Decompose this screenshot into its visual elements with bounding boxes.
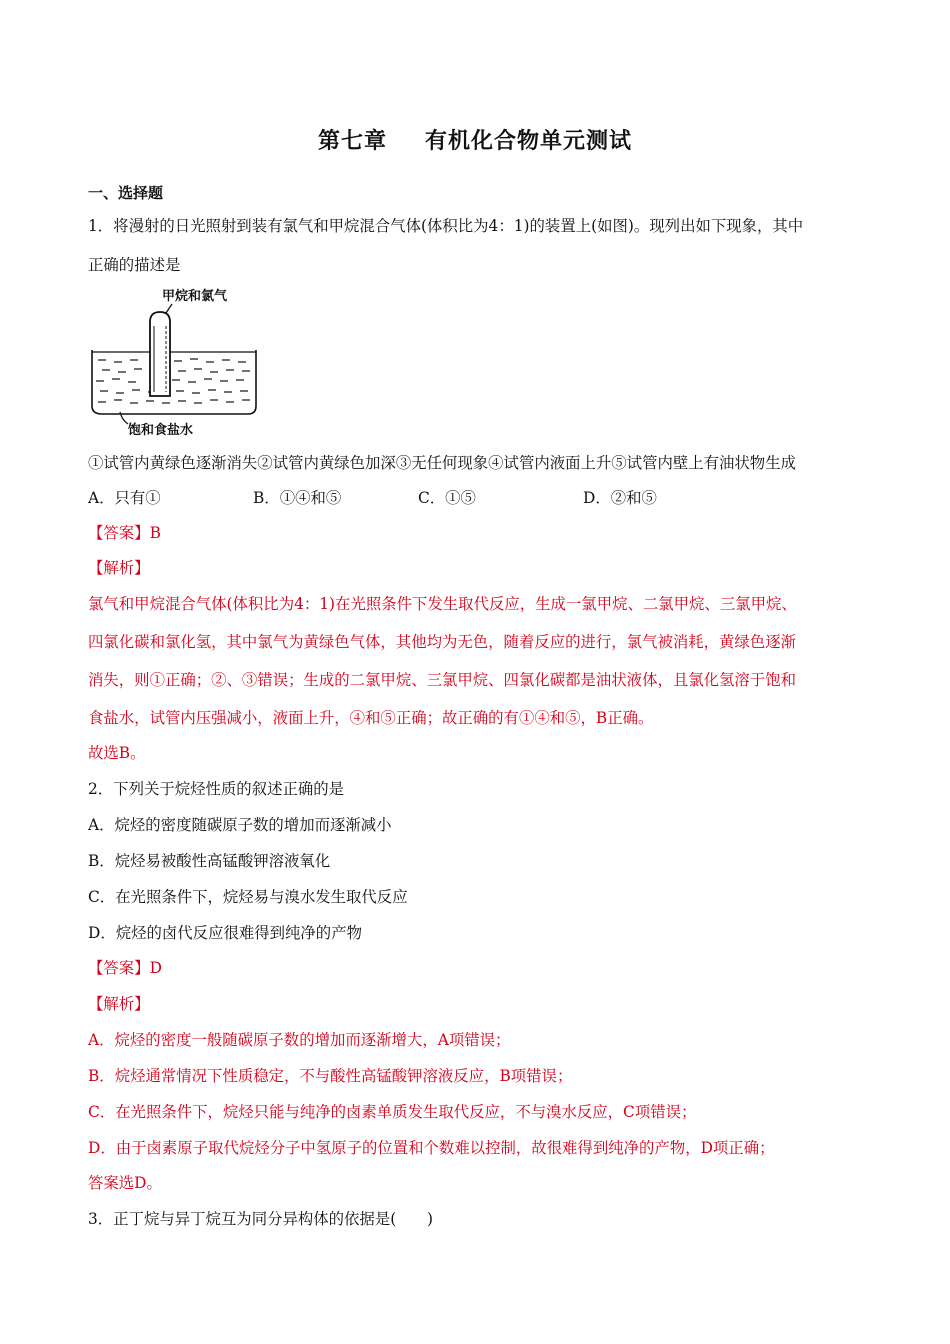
q2-option-a: A．烷烃的密度随碳原子数的增加而逐渐减小 (88, 816, 392, 834)
experiment-figure (88, 286, 263, 441)
q1-answer: 【答案】B (88, 524, 161, 542)
figure-label-top: 甲烷和氯气 (162, 289, 228, 304)
q3-stem: 3．正丁烷与异丁烷互为同分异构体的依据是( ) (88, 1210, 434, 1228)
q1-analysis-line: 四氯化碳和氯化氢，其中氯气为黄绿色气体，其他均为无色，随着反应的进行，氯气被消耗，黄绿色逐渐 (88, 633, 796, 651)
q1-stem-line1: 1．将漫射的日光照射到装有氯气和甲烷混合气体(体积比为4：1)的装置上(如图)。现列出如下现象，其中 (88, 217, 804, 235)
q2-option-c: C．在光照条件下，烷烃易与溴水发生取代反应 (88, 888, 408, 906)
figure-label-bottom: 饱和食盐水 (128, 423, 194, 438)
water-texture (96, 359, 250, 403)
q1-analysis-label: 【解析】 (88, 559, 150, 577)
q2-analysis-line: B．烷烃通常情况下性质稳定，不与酸性高锰酸钾溶液反应，B项错误； (88, 1067, 573, 1085)
page-title (0, 124, 950, 160)
q2-analysis-line: D．由于卤素原子取代烷烃分子中氢原子的位置和个数难以控制，故很难得到纯净的产物，D项正确； (88, 1139, 775, 1157)
q2-analysis-line: A．烷烃的密度一般随碳原子数的增加而逐渐增大，A项错误； (88, 1031, 511, 1049)
q2-answer: 【答案】D (88, 959, 162, 977)
q1-analysis-line: 食盐水，试管内压强减小，液面上升，④和⑤正确；故正确的有①④和⑤，B正确。 (88, 709, 654, 727)
q2-option-b: B．烷烃易被酸性高锰酸钾溶液氧化 (88, 852, 331, 870)
q2-conclusion: 答案选D。 (88, 1174, 162, 1192)
subject-title: 有机化合物单元测试 (425, 129, 633, 154)
q1-option-c: C．①⑤ (418, 489, 476, 507)
test-tube (150, 312, 170, 396)
q1-stem-line2: 正确的描述是 (88, 256, 181, 274)
q1-analysis-line: 氯气和甲烷混合气体(体积比为4：1)在光照条件下发生取代反应，生成一氯甲烷、二氯甲烷、三氯甲烷、 (88, 595, 797, 613)
section-heading: 一、选择题 (88, 184, 164, 202)
q2-analysis-label: 【解析】 (88, 995, 150, 1013)
chapter-label: 第七章 (317, 129, 387, 154)
q1-phenomena: ①试管内黄绿色逐渐消失②试管内黄绿色加深③无任何现象④试管内液面上升⑤试管内壁上有油状物生成 (88, 454, 796, 472)
q1-conclusion: 故选B。 (88, 744, 146, 762)
trough (92, 350, 256, 414)
q1-option-b: B．①④和⑤ (253, 489, 342, 507)
test-tube-diagram (88, 286, 263, 441)
q1-analysis-line: 消失，则①正确；②、③错误；生成的二氯甲烷、三氯甲烷、四氯化碳都是油状液体，且氯化氢溶于饱和 (88, 671, 796, 689)
q1-option-a: A．只有① (88, 489, 161, 507)
q2-stem: 2．下列关于烷烃性质的叙述正确的是 (88, 780, 345, 798)
q1-option-d: D．②和⑤ (583, 489, 657, 507)
q2-analysis-line: C．在光照条件下，烷烃只能与纯净的卤素单质发生取代反应，不与溴水反应，C项错误； (88, 1103, 697, 1121)
q2-option-d: D．烷烃的卤代反应很难得到纯净的产物 (88, 924, 362, 942)
